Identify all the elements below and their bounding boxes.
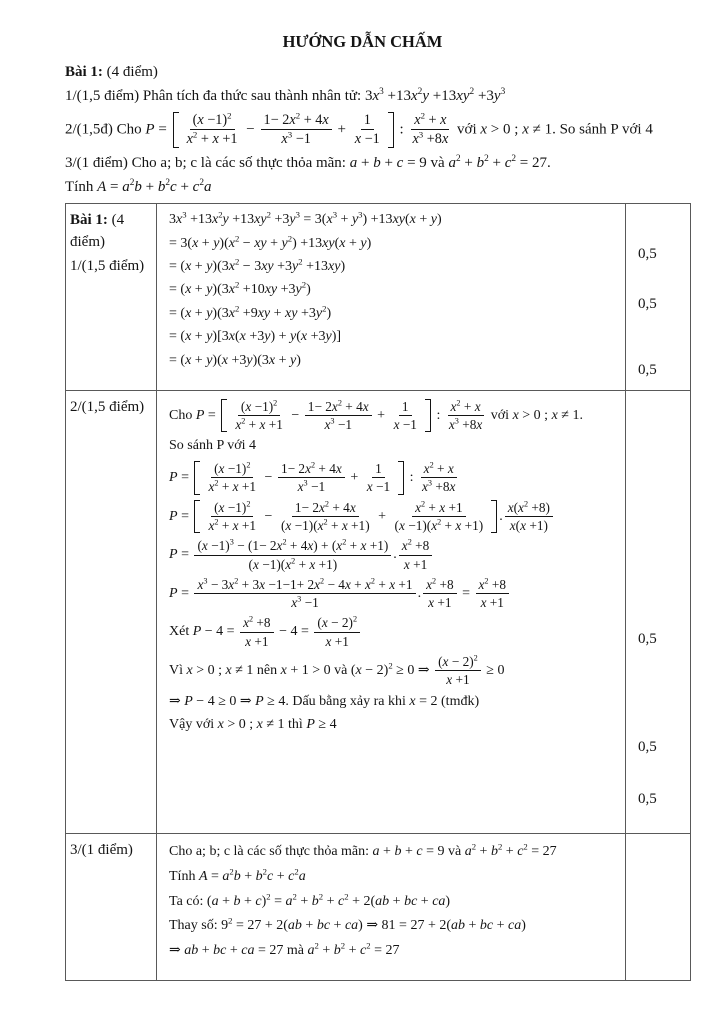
solution-steps [169, 211, 621, 370]
math-line: 3/(1 điểm) [70, 841, 133, 858]
math-line: ⇒ ab + bc + ca = 27 mà $a^2 + b^2 + c^2 = 27$ [169, 940, 400, 959]
math-line: 2/(1,5 điểm) [70, 398, 145, 415]
points-cell [626, 833, 691, 980]
intro-line-question1: 1/(1,5 điểm) Phân tích đa thức sau thành nhân tử: $3x^3 +13x^2y +13xy^2 +3y^3$ [65, 87, 506, 104]
row-label [70, 210, 152, 278]
math-line: Vậy với x > 0 ; x ≠ 1 thì P ≥ 4 [169, 717, 337, 733]
math-line: ⇒ P − 4 ≥ 0 ⇒ P ≥ 4. Dấu bằng xảy ra khi x = 2 (tmđk) [169, 693, 480, 709]
row-label-cell [66, 203, 157, 390]
points-value: 0,5 [638, 295, 657, 312]
row-label [70, 840, 152, 862]
grading-table [65, 203, 691, 981]
intro-line-question2: 2/(1,5đ) Cho P = $\frac{(x -1)^2}{x^2 + x +1}$ − $\frac{1- 2x^2 + 4x}{x^3 -1}$ + $\frac{1}{x -1}$ : $\frac{x^2 + x}{x^3 +8x}$ với x > 0 ; x ≠ 1. So sánh P với 4 [65, 110, 653, 148]
table-row-part1 [66, 203, 691, 390]
math-line: P = $\frac{x^3 - 3x^2 + 3x -1-1+ 2x^2 - 4x + x^2 + x +1}{x^3 -1}$ . $\frac{x^2 +8}{x +1}$ = $\frac{x^2 +8}{x +1}$ [169, 577, 621, 611]
math-line: P = $\frac{(x -1)^3 - (1- 2x^2 + 4x) + (x^2 + x +1)}{(x -1)(x^2 + x +1)}$ . $\frac{x^2 +8}{x +1}$ [169, 538, 621, 572]
math-line: $3x^3 +13x^2y +13xy^2 +3y^3 = 3(x^3 + y^3) +13xy(x + y)$ [169, 209, 442, 228]
math-line: So sánh P với 4 [169, 438, 257, 454]
math-line: = $3(x + y)(x^2$ − xy + $y^2) +13xy(x + y)$ [169, 232, 372, 251]
right-bracket [398, 461, 404, 495]
math-line: Vì x > 0 ; x ≠ 1 nên x + 1 > 0 và $(x - 2)^2 \ge 0$ ⇒ $\frac{(x - 2)^2}{x +1}$ ≥ 0 [169, 653, 505, 688]
math-line: = $(x + y)(3x^2 +9xy$ + xy $+3y^2$) [169, 303, 332, 321]
points-value: 0,5 [638, 790, 657, 807]
intro-line-tinh-a: Tính $A = a^2b + b^2c + c^2a$ [65, 177, 212, 195]
right-bracket [491, 500, 497, 534]
points-cell [626, 390, 691, 833]
solution-steps [169, 399, 621, 736]
math-line: Ta có: $(a + b + c)^2 = a^2 + b^2 + c^2 + 2(ab$ + bc + ca) [169, 890, 451, 909]
math-line: 1/(1,5 điểm) [70, 258, 145, 275]
math-line: = (x + y)(x +3y)(3x + y) [169, 352, 301, 368]
math-line: = $(x + y)(3x^2 +10xy +3y^2)$ [169, 279, 311, 298]
math-line: Cho P = $\frac{(x -1)^2}{x^2 + x +1}$ − $\frac{1- 2x^2 + 4x}{x^3 -1}$ + $\frac{1}{x -1}$ : $\frac{x^2 + x}{x^3 +8x}$ với x > 0 ; x ≠ 1. [169, 398, 583, 433]
left-bracket [221, 399, 227, 433]
points-cell [626, 203, 691, 390]
solution-steps [169, 843, 621, 961]
math-line: = $(x + y)(3x^2 - 3xy +3y^2 +13xy)$ [169, 256, 346, 275]
math-line: Cho a; b; c là các số thực thỏa mãn: a + b + c = 9 và $a^2 + b^2 + c^2 = 27$ [169, 841, 557, 859]
right-bracket [425, 399, 431, 433]
math-line: Tính $A = a^2b + b^2c + c^2a$ [169, 865, 306, 884]
math-line: = (x + y)[3x(x +3y) + y(x +3y)] [169, 329, 342, 345]
table-row-part2 [66, 390, 691, 833]
points-value: 0,5 [638, 361, 657, 378]
row-label-cell [66, 833, 157, 980]
row-label-cell [66, 390, 157, 833]
solution-cell [157, 833, 626, 980]
left-bracket [194, 500, 200, 534]
left-bracket [194, 461, 200, 495]
math-line: Xét P − 4 = $\frac{x^2 +8}{x +1}$ − 4 = $\frac{(x - 2)^2}{x +1}$ [169, 615, 621, 649]
math-line: Thay số: $9^2 = 27 + 2(ab$ + bc + ca) ⇒ 81 = 27 + 2(ab + bc + ca) [169, 915, 526, 934]
intro-line-bai1: Bài 1: (4 điểm) [65, 64, 158, 80]
points-value: 0,5 [638, 630, 657, 647]
row-label [70, 397, 152, 419]
right-bracket [388, 112, 394, 148]
document-title: HƯỚNG DẪN CHẤM [282, 32, 443, 51]
math-line: P = $\frac{(x -1)^2}{x^2 + x +1}$ − $\frac{1- 2x^2 + 4x}{x^3 -1}$ + $\frac{1}{x -1}$ : $\frac{x^2 + x}{x^3 +8x}$ [169, 460, 456, 495]
solution-cell [157, 390, 626, 833]
intro-line-question3: 3/(1 điểm) Cho a; b; c là các số thực thỏa mãn: a + b + c = 9 và $a^2 + b^2 + c^2 = 27$. [65, 153, 551, 171]
left-bracket [173, 112, 179, 148]
points-value: 0,5 [638, 245, 657, 262]
points-value: 0,5 [638, 738, 657, 755]
table-row-part3 [66, 833, 691, 980]
solution-cell [157, 203, 626, 390]
problem-statement [65, 64, 667, 196]
math-line: P = $\frac{(x -1)^2}{x^2 + x +1}$ − $\frac{1- 2x^2 + 4x}{(x -1)(x^2 + x +1)}$ + $\frac{x^2 + x +1}{(x -1)(x^2 + x +1)}$ . $\frac{x(x^2 +8)}{x(x +1)}$ [169, 500, 621, 534]
math-line: Bài 1: (4 điểm) [70, 211, 125, 250]
